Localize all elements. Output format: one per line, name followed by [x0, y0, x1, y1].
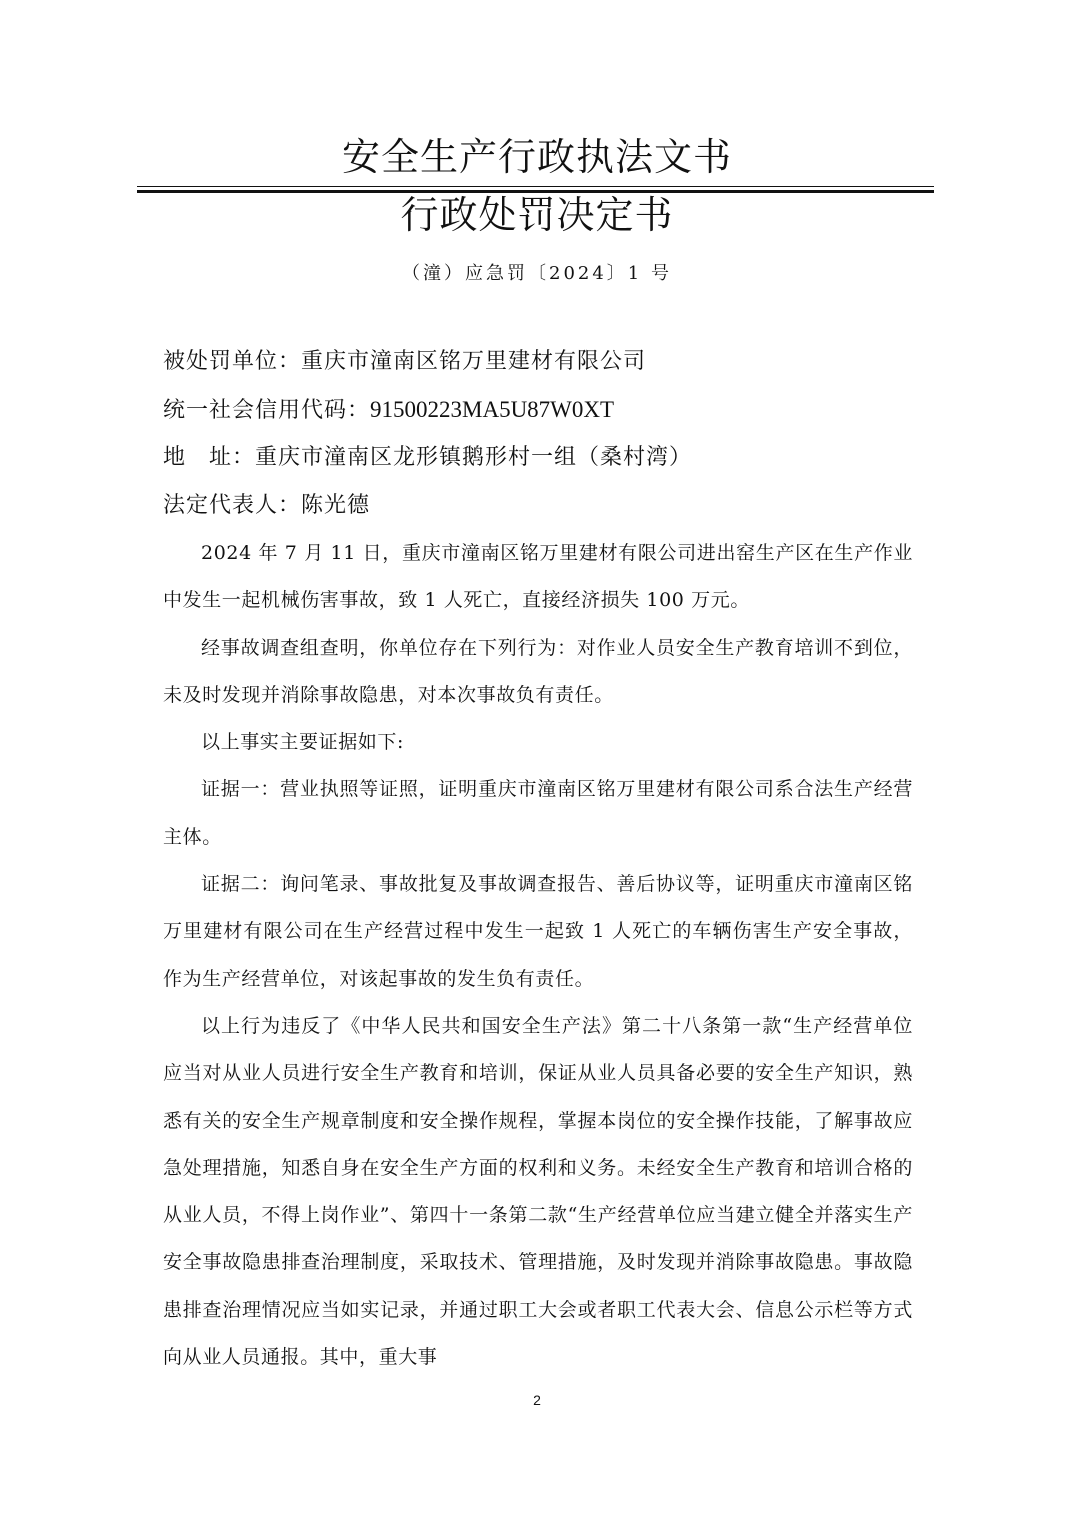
paragraph-findings: 经事故调查组查明，你单位存在下列行为：对作业人员安全生产教育培训不到位，未及时发现并消除事故隐患，对本次事故负有责任。 [163, 636, 913, 706]
address-line [163, 434, 923, 482]
paragraph-violation: 以上行为违反了《中华人民共和国安全生产法》第二十八条第一款“生产经营单位应当对从业人员进行安全生产教育和培训，保证从业人员具备必要的安全生产知识，熟悉有关的安全生产规章制度和安全操作规程，掌握本岗位的安全操作技能，了解事故应急处理措施，知悉自身在安全生产方面的权利和义务。未经安全生产教育和培训合格的从业人员，不得上岗作业”、第四十一条第二款“生产经营单位应当建立健全并落实生产安全事故隐患排查治理制度，采取技术、管理措施，及时发现并消除事故隐患。事故隐患排查治理情况应当如实记录，并通过职工大会或者职工代表大会、信息公示栏等方式向从业人员通报。其中，重大事 [163, 1014, 913, 1369]
penalized-unit-value: 重庆市潼南区铭万里建材有限公司 [301, 349, 647, 374]
document-body [163, 530, 913, 1381]
document-header [0, 128, 1074, 186]
credit-code-line [163, 386, 923, 435]
credit-code-label: 统一社会信用代码： [163, 397, 371, 423]
party-info-block [163, 338, 923, 529]
legal-representative-label: 法定代表人： [163, 492, 302, 518]
paragraph-evidence-intro: 以上事实主要证据如下: [201, 731, 405, 754]
address-value: 重庆市潼南区龙形镇鹅形村一组（桑村湾） [255, 445, 693, 470]
page-number: 2 [533, 1392, 541, 1408]
paragraph-incident: 2024 年 7 月 11 日，重庆市潼南区铭万里建材有限公司进出窑生产区在生产作业中发生一起机械伤害事故，致 1 人死亡，直接经济损失 100 万元。 [163, 542, 913, 612]
document-category-title: 安全生产行政执法文书 [341, 135, 732, 179]
credit-code-value: 91500223MA5U87W0XT [370, 396, 615, 422]
penalized-unit-line [163, 338, 923, 386]
legal-representative-value: 陈光德 [301, 492, 371, 518]
paragraph-evidence-one: 证据一：营业执照等证照，证明重庆市潼南区铭万里建材有限公司系合法生产经营主体。 [163, 778, 913, 848]
document-number: （潼）应急罚〔2024〕1 号 [402, 263, 672, 284]
document-title: 行政处罚决定书 [400, 193, 674, 237]
address-label: 地 址： [163, 445, 256, 470]
legal-representative-line [163, 482, 923, 530]
penalized-unit-label: 被处罚单位： [163, 349, 302, 374]
paragraph-evidence-two: 证据二：询问笔录、事故批复及事故调查报告、善后协议等，证明重庆市潼南区铭万里建材有限公司在生产经营过程中发生一起致 1 人死亡的车辆伤害生产安全事故，作为生产经营单位，对该起事故的发生负有责任。 [163, 873, 913, 990]
